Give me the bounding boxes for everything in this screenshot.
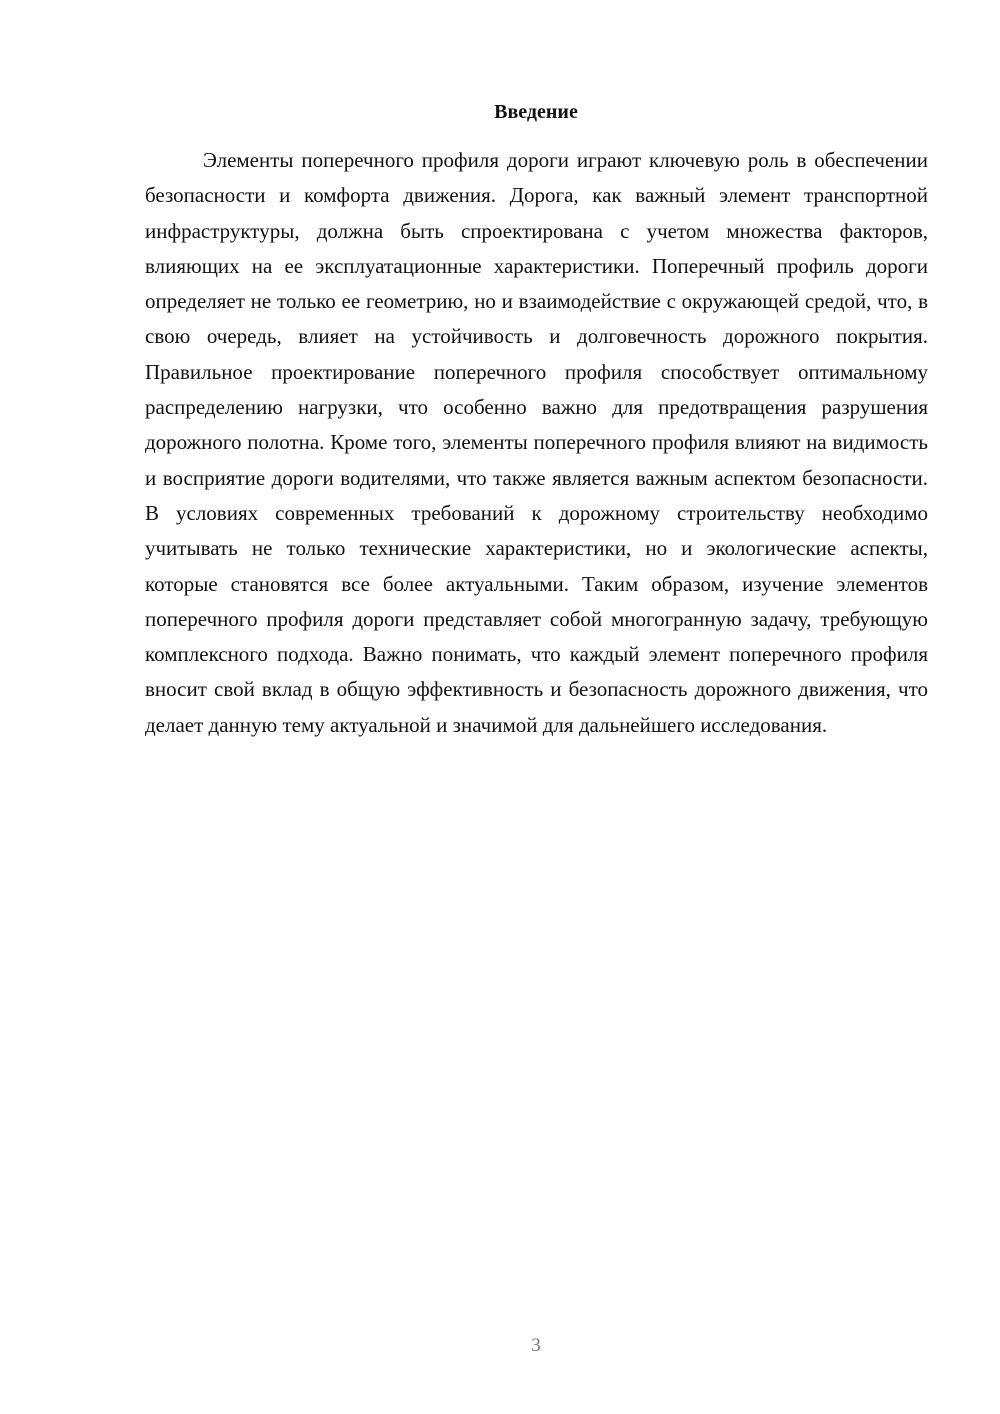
- page-number: 3: [531, 1335, 541, 1356]
- section-heading: Введение: [494, 101, 578, 123]
- body-paragraph: Элементы поперечного профиля дороги играют ключевую роль в обеспечении безопасности и комфорта движения. Дорога, как важный элемент транспортной инфраструктуры, должна быть спроектирована с учетом множества факторов, влияющих на ее эксплуатационные характеристики. Поперечный профиль дороги определяет не только ее геометрию, но и взаимодействие с окружающей средой, что, в свою очередь, влияет на устойчивость и долговечность дорожного покрытия. Правильное проектирование поперечного профиля способствует оптимальному распределению нагрузки, что особенно важно для предотвращения разрушения дорожного полотна. Кроме того, элементы поперечного профиля влияют на видимость и восприятие дороги водителями, что также является важным аспектом безопасности. В условиях современных требований к дорожному строительству необходимо учитывать не только технические характеристики, но и экологические аспекты, которые становятся все более актуальными. Таким образом, изучение элементов поперечного профиля дороги представляет собой многогранную задачу, требующую комплексного подхода. Важно понимать, что каждый элемент поперечного профиля вносит свой вклад в общую эффективность и безопасность дорожного движения, что делает данную тему актуальной и значимой для дальнейшего исследования.: [145, 148, 928, 737]
